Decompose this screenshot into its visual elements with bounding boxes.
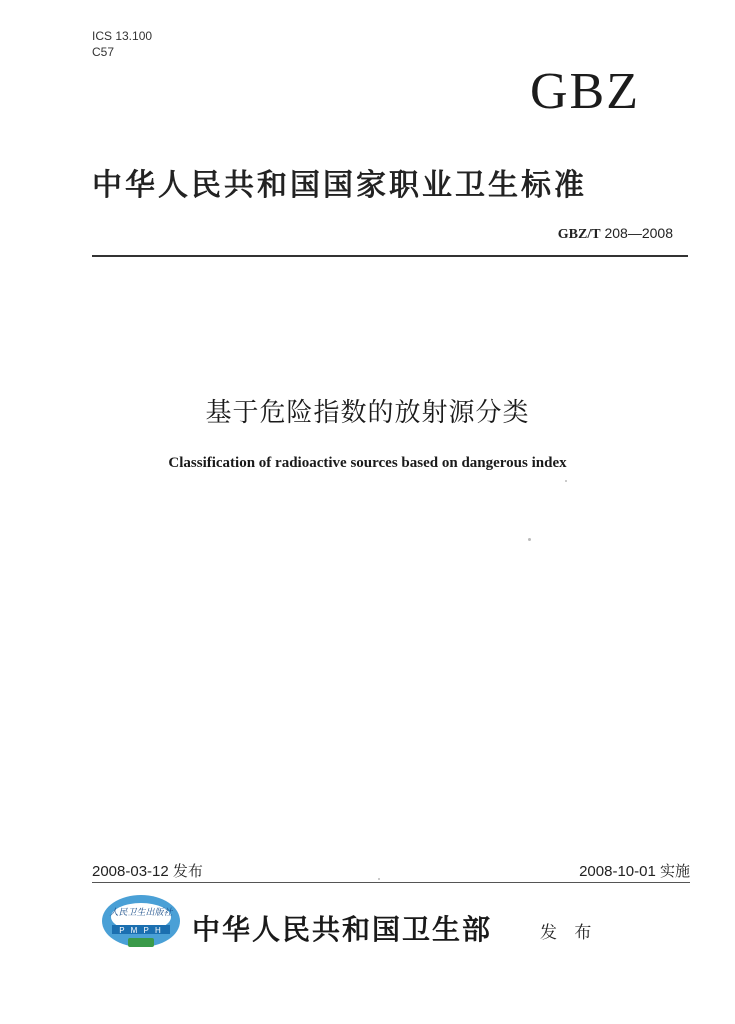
- scan-speck: [565, 480, 567, 482]
- svg-text:人民卫生出版社: 人民卫生出版社: [109, 908, 173, 918]
- svg-text:P M P H: P M P H: [119, 926, 163, 935]
- publish-date: 2008-03-12 发布: [92, 863, 203, 880]
- scan-speck: [528, 538, 531, 541]
- publisher-name: 中华人民共和国卫生部: [192, 913, 493, 946]
- date-divider: [92, 882, 690, 883]
- classification-codes: [92, 28, 152, 60]
- pmph-logo-icon: [100, 893, 182, 953]
- standard-code-prefix: GBZ/T: [557, 227, 601, 242]
- publish-verb: 发 布: [540, 923, 598, 943]
- header-divider: [92, 255, 688, 257]
- scan-speck: [378, 878, 380, 880]
- document-title-english: Classification of radioactive sources based on dangerous index: [168, 455, 567, 471]
- standard-type-title: 中华人民共和国国家职业卫生标准: [92, 168, 587, 203]
- standard-code-number: 208—2008: [604, 225, 673, 241]
- document-title-chinese: 基于危险指数的放射源分类: [205, 398, 530, 428]
- ccs-code: C57: [92, 45, 115, 59]
- ics-code: ICS 13.100: [92, 29, 153, 43]
- standard-code: [558, 225, 673, 243]
- gbz-logo: GBZ: [530, 63, 640, 120]
- publisher-seal-logo: [100, 893, 182, 953]
- implementation-date: 2008-10-01 实施: [579, 863, 690, 880]
